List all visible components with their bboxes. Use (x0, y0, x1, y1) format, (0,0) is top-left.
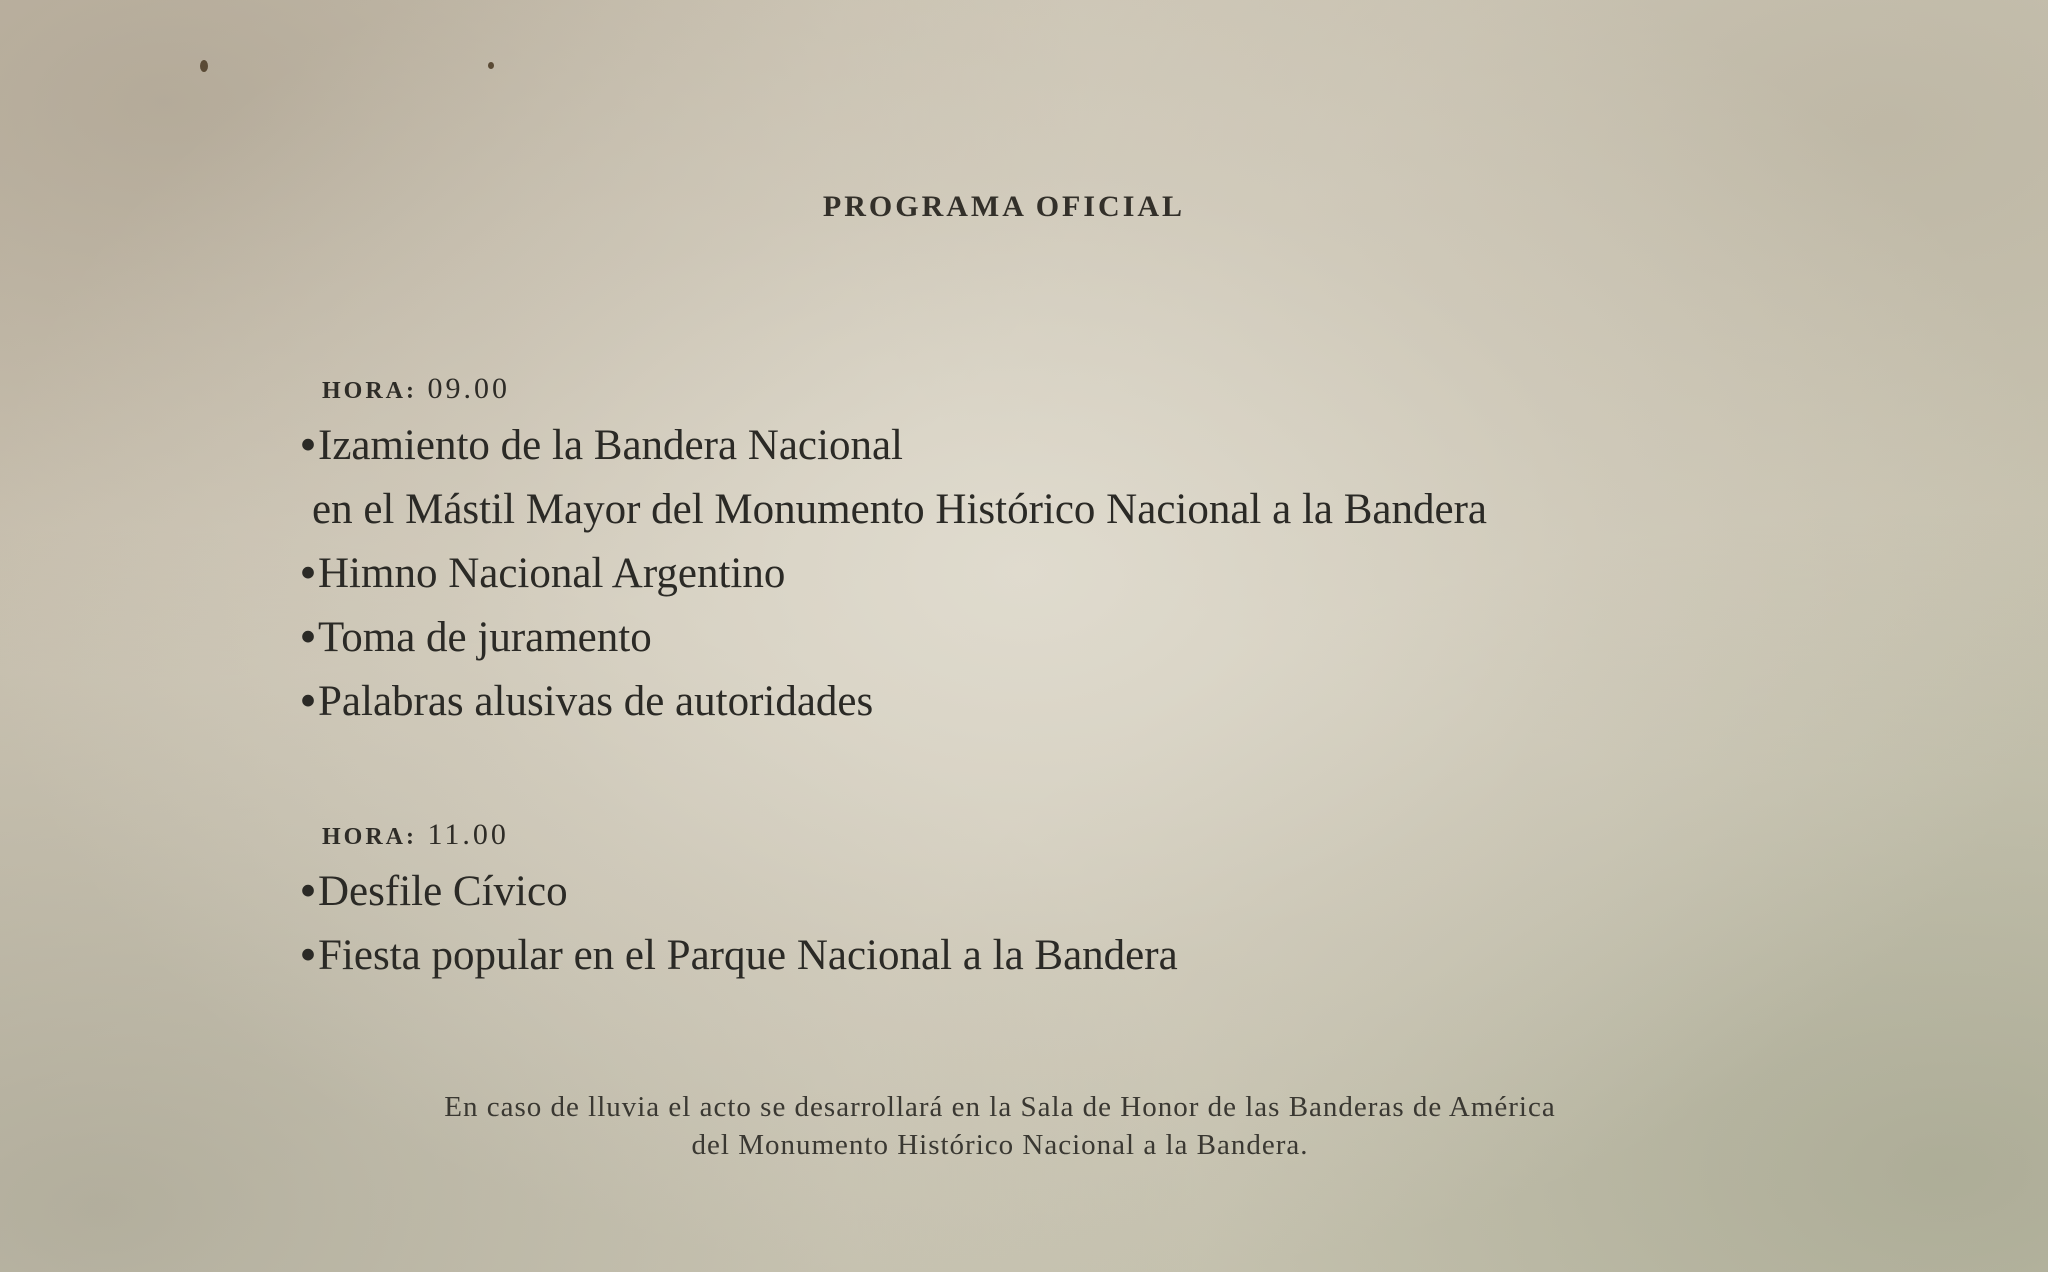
bullet-icon: • (300, 422, 316, 469)
list-item (300, 606, 1487, 670)
time-value: 11.00 (427, 818, 509, 851)
bullet-icon: • (300, 614, 316, 661)
paper-speck (488, 62, 494, 69)
time-heading (322, 818, 1178, 852)
list-item-text: Toma de juramento (318, 614, 652, 661)
program-section-1100 (300, 818, 1178, 988)
list-item-text: Izamiento de la Bandera Nacional (318, 422, 903, 469)
bullet-icon: • (300, 932, 316, 979)
list-item (300, 860, 1178, 924)
rain-notice-line: del Monumento Histórico Nacional a la Bandera. (691, 1129, 1309, 1161)
time-heading (322, 372, 1487, 406)
list-item (300, 542, 1487, 606)
rain-notice-line: En caso de lluvia el acto se desarrollará en la Sala de Honor de las Banderas de América (444, 1091, 1556, 1123)
time-label: HORA: (322, 824, 417, 850)
list-item (300, 924, 1178, 988)
time-value: 09.00 (427, 372, 510, 405)
bullet-icon: • (300, 550, 316, 597)
bullet-icon: • (300, 868, 316, 915)
program-section-0900 (300, 372, 1487, 734)
paper-speck (200, 60, 208, 72)
list-item-text: en el Mástil Mayor del Monumento Histórico Nacional a la Bandera (312, 486, 1488, 533)
rain-notice (0, 1088, 2000, 1164)
document-title: PROGRAMA OFICIAL (822, 190, 1186, 223)
time-label: HORA: (322, 378, 417, 404)
list-item-text: Fiesta popular en el Parque Nacional a la Bandera (318, 932, 1178, 979)
bullet-icon: • (300, 678, 316, 725)
list-item (300, 414, 1487, 478)
list-item-text: Himno Nacional Argentino (318, 550, 786, 597)
event-list (300, 414, 1487, 734)
event-list (300, 860, 1178, 988)
list-item-text: Desfile Cívico (318, 868, 568, 915)
list-item-text: Palabras alusivas de autoridades (318, 678, 874, 725)
list-item (300, 478, 1487, 542)
list-item (300, 670, 1487, 734)
